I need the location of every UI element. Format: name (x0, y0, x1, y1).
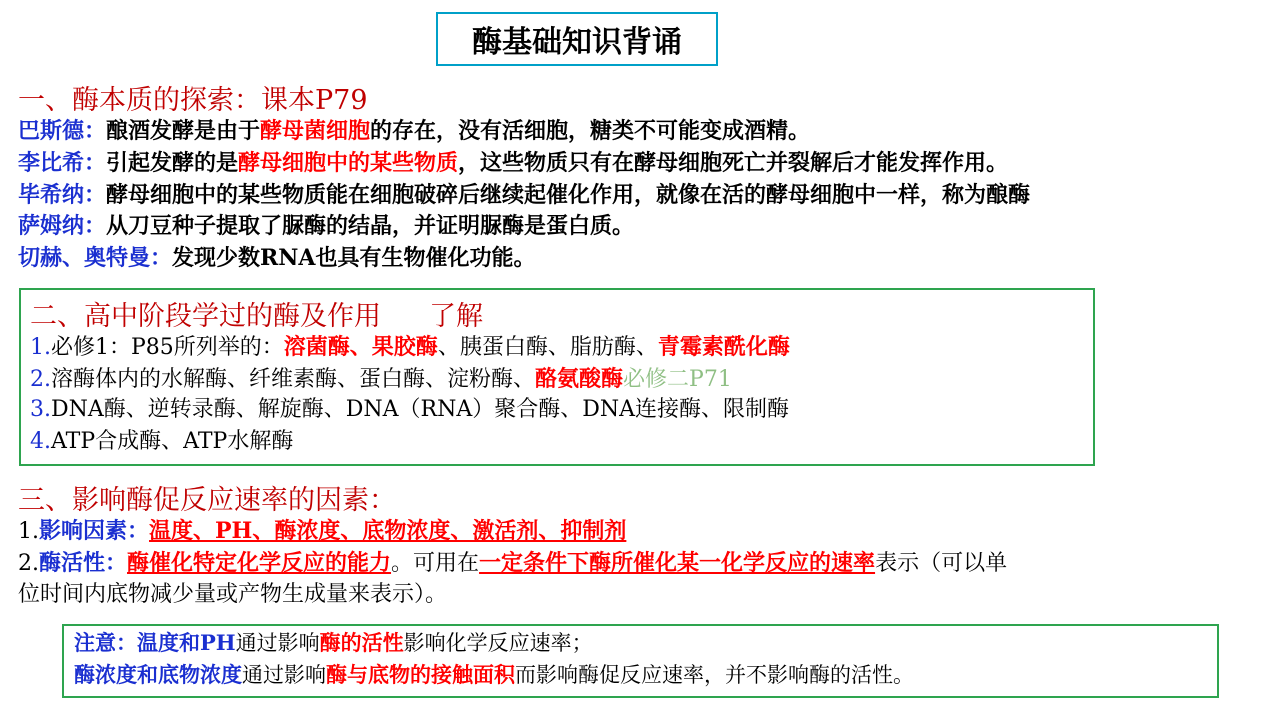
highlight-text: 酶催化特定化学反应的能力 (127, 550, 392, 576)
highlight-text: 酵母菌细胞 (260, 118, 371, 144)
line-text: DNA酶、逆转录酶、解旋酶、DNA（RNA）聚合酶、DNA连接酶、限制酶 (51, 397, 790, 422)
section1-item-buchner (18, 180, 1030, 210)
section2-heading-text: 二、高中阶段学过的酶及作用 (30, 301, 381, 332)
section2-heading (30, 294, 483, 333)
highlight-text: 溶菌酶、果胶酶 (283, 334, 438, 360)
highlight-text: 酶的活性 (319, 630, 404, 655)
list-number: 1. (18, 519, 39, 544)
scientist-name: 毕希纳： (18, 182, 107, 208)
note-line-1 (74, 628, 593, 658)
highlight-text: 酶与底物的接触面积 (326, 662, 515, 687)
line-label: 酶活性： (39, 550, 128, 576)
item-text: 引起发酵的是 (106, 150, 239, 176)
list-number: 4. (30, 429, 51, 454)
line-label: 影响因素： (39, 518, 150, 544)
line-text: ATP合成酶、ATP水解酶 (51, 429, 294, 454)
section1-heading: 一、酶本质的探索：课本P79 (18, 85, 368, 116)
highlight-text: 酪氨酸酶 (535, 366, 624, 392)
scientist-name: 切赫、奥特曼： (18, 245, 173, 271)
list-number: 1. (30, 335, 51, 360)
note-label: 酶浓度和底物浓度 (74, 662, 242, 687)
line-text: 溶酶体内的水解酶、纤维素酶、蛋白酶、淀粉酶、 (51, 367, 536, 392)
highlight-text: 一定条件下酶所催化某一化学反应的速率 (479, 550, 876, 576)
note-label: 注意：温度和PH (74, 630, 236, 655)
note-text: 通过影响 (242, 663, 326, 687)
scientist-name: 萨姆纳： (18, 213, 107, 239)
textbook-reference: 必修二P71 (623, 367, 732, 392)
section3-line-1 (18, 516, 626, 547)
note-text: 影响化学反应速率； (403, 631, 593, 655)
item-text: 发现少数RNA也具有生物催化功能。 (172, 245, 536, 271)
line-text: 、胰蛋白酶、脂肪酶、 (437, 335, 658, 360)
highlight-text: 酵母细胞中的某些物质 (238, 150, 459, 176)
section2-line-1 (30, 332, 790, 363)
section1-item-liebig (18, 148, 1008, 178)
line-text: 必修1：P85所列举的： (51, 335, 284, 360)
section3-line-3: 位时间内底物减少量或产物生成量来表示）。 (18, 582, 448, 607)
note-line-2 (74, 660, 914, 690)
highlight-text: 青霉素酰化酶 (657, 334, 790, 360)
page-title: 酶基础知识背诵 (436, 12, 718, 66)
section3-line-2 (18, 548, 1007, 579)
list-number: 2. (30, 367, 51, 392)
section1-item-sumner (18, 211, 634, 241)
list-number: 3. (30, 397, 51, 422)
note-text: 通过影响 (235, 631, 320, 655)
item-text: 酵母细胞中的某些物质能在细胞破碎后继续起催化作用，就像在活的酵母细胞中一样，称为酿酶 (106, 182, 1031, 208)
item-text: 的存在，没有活细胞，糖类不可能变成酒精。 (370, 118, 811, 144)
note-text: 而影响酶促反应速率，并不影响酶的活性。 (515, 663, 914, 687)
scientist-name: 李比希： (18, 150, 107, 176)
line-text: 。可用在 (391, 551, 480, 576)
item-text: 酿酒发酵是由于 (106, 118, 261, 144)
section3-heading: 三、影响酶促反应速率的因素： (18, 485, 396, 516)
scientist-name: 巴斯德： (18, 118, 107, 144)
section2-heading-note: 了解 (429, 301, 483, 332)
highlight-text: 温度、PH、酶浓度、底物浓度、激活剂、抑制剂 (149, 518, 627, 544)
section2-line-2 (30, 364, 732, 395)
list-number: 2. (18, 551, 39, 576)
section2-line-3 (30, 395, 789, 425)
section1-item-cech-altman (18, 243, 535, 273)
section2-line-4 (30, 427, 293, 457)
line-text: 表示（可以单 (875, 551, 1008, 576)
item-text: ，这些物质只有在酵母细胞死亡并裂解后才能发挥作用。 (458, 150, 1009, 176)
section1-item-pasteur (18, 116, 810, 146)
item-text: 从刀豆种子提取了脲酶的结晶，并证明脲酶是蛋白质。 (106, 213, 635, 239)
